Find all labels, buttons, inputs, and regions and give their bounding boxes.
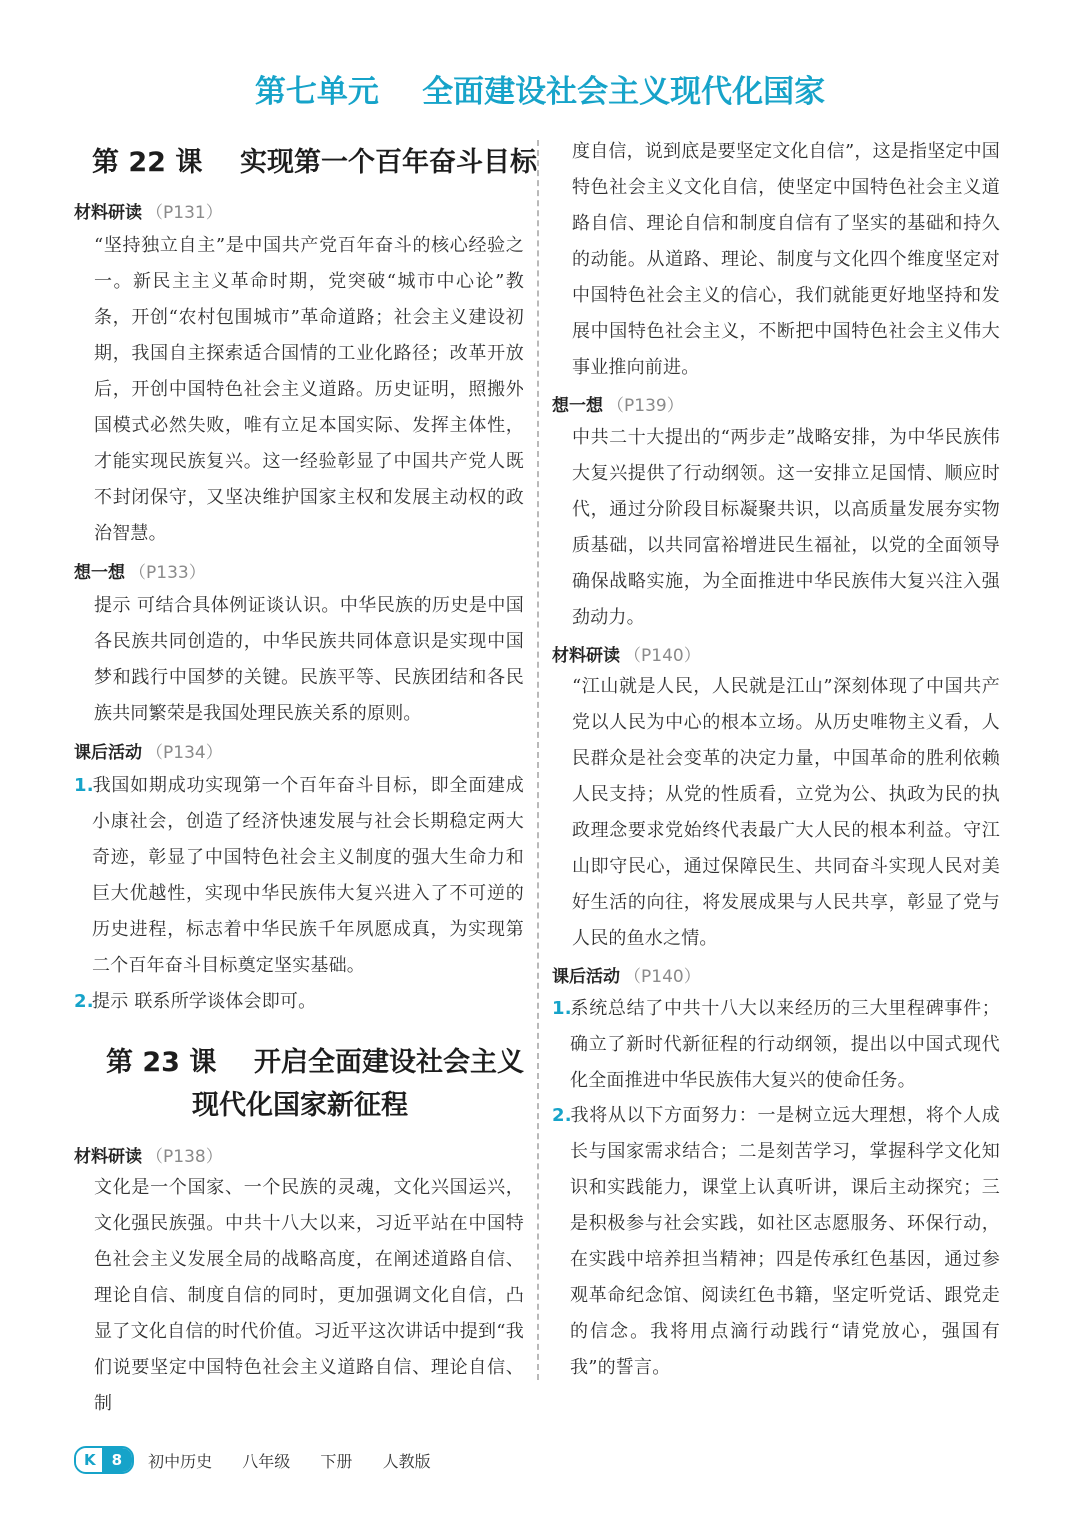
list-number: 1. <box>74 775 94 796</box>
section-heading <box>74 1142 223 1167</box>
lesson-23-reading-2-text: “江山就是人民，人民就是江山”深刻体现了中国共产党以人民为中心的根本立场。从历史唯物主义看，人民群众是社会变革的决定力量，中国革命的胜利依赖人民支持；从党的性质看，立党为公、执政为民的执政理念要求党始终代表最广大人民的根本利益。守江山即守民心，通过保障民生、共同奋斗实现人民对美好生活的向往，将发展成果与人民共享，彰显了党与人民的鱼水之情。 <box>572 676 1000 949</box>
section-heading <box>552 391 684 416</box>
section-label: 课后活动 <box>552 967 620 987</box>
section-page-ref: （P131） <box>146 203 223 223</box>
section-page-ref: （P140） <box>624 967 701 987</box>
section-heading <box>552 962 701 987</box>
section-page-ref: （P138） <box>146 1147 223 1167</box>
list-item-text: 系统总结了中共十八大以来经历的三大里程碑事件；确立了新时代新征程的行动纲领，提出以中国式现代化全面推进中华民族伟大复兴的使命任务。 <box>570 998 1000 1091</box>
lesson-22-think-text: 提示 可结合具体例证谈认识。中华民族的历史是中国各民族共同创造的，中华民族共同体意识是实现中国梦和践行中国梦的关键。民族平等、民族团结和各民族共同繁荣是我国处理民族关系的原则。 <box>94 595 524 724</box>
column-divider <box>537 140 539 1380</box>
section-heading <box>74 738 223 763</box>
list-item-text: 我将从以下方面努力：一是树立远大理想，将个人成长与国家需求结合；二是刻苦学习，掌握科学文化知识和实践能力，课堂上认真听讲，课后主动探究；三是积极参与社会实践，如社区志愿服务、环保行动，在实践中培养担当精神；四是传承红色基因，通过参观革命纪念馆、阅读红色书籍，坚定听党话、跟党走的信念。我将用点滴行动践行“请党放心，强国有我”的誓言。 <box>570 1105 1000 1378</box>
section-page-ref: （P140） <box>624 646 701 666</box>
book-info: 初中历史 八年级 下册 人教版 <box>148 1451 431 1471</box>
section-heading <box>74 558 206 583</box>
lesson-22-activity-item-1 <box>74 768 524 984</box>
section-heading <box>552 641 701 666</box>
section-heading <box>74 198 223 223</box>
lesson-23-title-line-1: 第 23 课 开启全面建设社会主义 <box>106 1047 524 1078</box>
section-page-ref: （P139） <box>607 396 684 416</box>
list-item-text: 提示 联系所学谈体会即可。 <box>92 991 317 1012</box>
lesson-22-reading-text: “坚持独立自主”是中国共产党百年奋斗的核心经验之一。新民主主义革命时期，党突破“城市中心论”教条，开创“农村包围城市”革命道路；社会主义建设初期，我国自主探索适合国情的工业化路径；改革开放后，开创中国特色社会主义道路。历史证明，照搬外国模式必然失败，唯有立足本国实际、发挥主体性，才能实现民族复兴。这一经验彰显了中国共产党人既不封闭保守，又坚决维护国家主权和发展主动权的政治智慧。 <box>94 235 524 544</box>
lesson-22-title: 第 22 课 实现第一个百年奋斗目标 <box>92 147 537 178</box>
list-number: 2. <box>552 1105 572 1126</box>
section-label: 课后活动 <box>74 743 142 763</box>
lesson-23-title-line-2: 现代化国家新征程 <box>192 1090 408 1121</box>
section-label: 材料研读 <box>74 1147 142 1167</box>
badge-letter: K <box>76 1451 102 1469</box>
list-item-text: 我国如期成功实现第一个百年奋斗目标，即全面建成小康社会，创造了经济快速发展与社会长期稳定两大奇迹，彰显了中国特色社会主义制度的强大生命力和巨大优越性，实现中华民族伟大复兴进入了不可逆的历史进程，标志着中华民族千年夙愿成真，为实现第二个百年奋斗目标奠定坚实基础。 <box>92 775 524 976</box>
list-number: 2. <box>74 991 94 1012</box>
section-label: 材料研读 <box>74 203 142 223</box>
section-label: 想一想 <box>74 563 125 583</box>
lesson-22-activity-item-2 <box>74 984 524 1020</box>
lesson-23-reading-text-part-1: 文化是一个国家、一个民族的灵魂，文化兴国运兴，文化强民族强。中共十八大以来，习近平站在中国特色社会主义发展全局的战略高度，在阐述道路自信、理论自信、制度自信的同时，更加强调文化自信，凸显了文化自信的时代价值。习近平这次讲话中提到“我们说要坚定中国特色社会主义道路自信、理论自信、制 <box>94 1177 524 1414</box>
page-badge <box>74 1446 134 1474</box>
unit-title: 第七单元 全面建设社会主义现代化国家 <box>254 74 826 110</box>
page-number: 8 <box>102 1448 132 1472</box>
list-number: 1. <box>552 998 572 1019</box>
lesson-23-reading-text-part-2: 度自信，说到底是要坚定文化自信”，这是指坚定中国特色社会主义文化自信，使坚定中国特色社会主义道路自信、理论自信和制度自信有了坚实的基础和持久的动能。从道路、理论、制度与文化四个维度坚定对中国特色社会主义的信心，我们就能更好地坚持和发展中国特色社会主义，不断把中国特色社会主义伟大事业推向前进。 <box>572 141 1000 378</box>
section-page-ref: （P133） <box>129 563 206 583</box>
lesson-23-activity-item-1 <box>552 991 1000 1099</box>
lesson-23-think-text: 中共二十大提出的“两步走”战略安排，为中华民族伟大复兴提供了行动纲领。这一安排立足国情、顺应时代，通过分阶段目标凝聚共识，以高质量发展夯实物质基础，以共同富裕增进民生福祉，以党的全面领导确保战略实施，为全面推进中华民族伟大复兴注入强劲动力。 <box>572 427 1000 628</box>
lesson-23-activity-item-2 <box>552 1098 1000 1386</box>
page-footer <box>74 1446 431 1474</box>
section-page-ref: （P134） <box>146 743 223 763</box>
section-label: 想一想 <box>552 396 603 416</box>
section-label: 材料研读 <box>552 646 620 666</box>
